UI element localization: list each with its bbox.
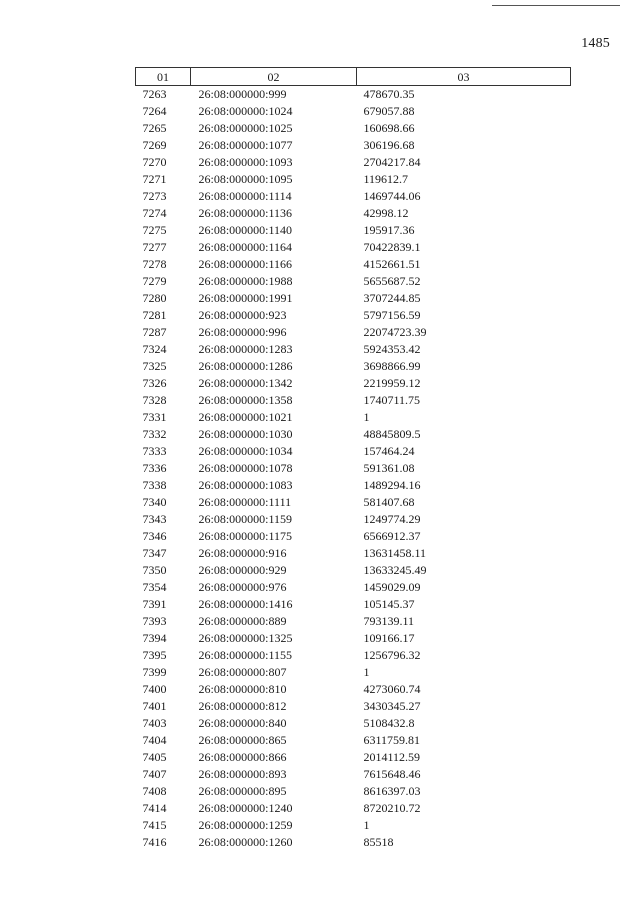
cell-03: 5108432.8: [363, 716, 415, 730]
cell-02: 26:08:000000:1175: [198, 529, 293, 543]
cell-03: 1489294.16: [363, 478, 421, 492]
table-row: [136, 426, 571, 443]
cell-03: 591361.08: [363, 461, 415, 475]
cell-02: 26:08:000000:893: [198, 767, 287, 781]
cell-03: 8720210.72: [363, 801, 421, 815]
table-row: [136, 528, 571, 545]
cell-01: 7279: [142, 274, 167, 288]
cell-02: 26:08:000000:1159: [198, 512, 293, 526]
cell-03: 1: [363, 818, 370, 832]
cell-01: 7273: [142, 189, 167, 203]
table-row: [136, 273, 571, 290]
cell-01: 7350: [142, 563, 167, 577]
cell-03: 157464.24: [363, 444, 415, 458]
cell-01: 7395: [142, 648, 167, 662]
cell-03: 5655687.52: [363, 274, 421, 288]
table-body: [136, 86, 571, 852]
cell-01: 7280: [142, 291, 167, 305]
cell-01: 7275: [142, 223, 167, 237]
cell-01: 7271: [142, 172, 167, 186]
cell-03: 160698.66: [363, 121, 415, 135]
cell-02: 26:08:000000:1030: [198, 427, 293, 441]
table-row: [136, 86, 571, 104]
cell-03: 7615648.46: [363, 767, 421, 781]
cell-02: 26:08:000000:812: [198, 699, 287, 713]
cell-02: 26:08:000000:1114: [198, 189, 292, 203]
data-table: [135, 67, 571, 851]
cell-02: 26:08:000000:889: [198, 614, 287, 628]
cell-01: 7401: [142, 699, 167, 713]
cell-01: 7265: [142, 121, 167, 135]
table-row: [136, 511, 571, 528]
table-row: [136, 256, 571, 273]
cell-02: 26:08:000000:1260: [198, 835, 293, 849]
table-row: [136, 579, 571, 596]
cell-02: 26:08:000000:1286: [198, 359, 293, 373]
cell-02: 26:08:000000:810: [198, 682, 287, 696]
table-row: [136, 732, 571, 749]
cell-02: 26:08:000000:1166: [198, 257, 293, 271]
cell-02: 26:08:000000:916: [198, 546, 287, 560]
table-row: [136, 715, 571, 732]
table-row: [136, 341, 571, 358]
cell-02: 26:08:000000:1077: [198, 138, 293, 152]
cell-02: 26:08:000000:1358: [198, 393, 293, 407]
table-row: [136, 392, 571, 409]
column-header-03: 03: [357, 68, 571, 86]
cell-02: 26:08:000000:976: [198, 580, 287, 594]
cell-02: 26:08:000000:1155: [198, 648, 293, 662]
cell-01: 7347: [142, 546, 167, 560]
table-row: [136, 154, 571, 171]
cell-02: 26:08:000000:865: [198, 733, 287, 747]
page-number: 1485: [581, 36, 610, 51]
cell-01: 7340: [142, 495, 167, 509]
cell-03: 1459029.09: [363, 580, 421, 594]
cell-01: 7414: [142, 801, 167, 815]
cell-01: 7277: [142, 240, 167, 254]
table-row: [136, 188, 571, 205]
table-row: [136, 443, 571, 460]
cell-01: 7391: [142, 597, 167, 611]
cell-03: 6566912.37: [363, 529, 421, 543]
cell-03: 1249774.29: [363, 512, 421, 526]
cell-03: 105145.37: [363, 597, 415, 611]
cell-01: 7331: [142, 410, 167, 424]
cell-01: 7338: [142, 478, 167, 492]
cell-01: 7403: [142, 716, 167, 730]
cell-03: 13633245.49: [363, 563, 427, 577]
cell-03: 3707244.85: [363, 291, 421, 305]
cell-02: 26:08:000000:1136: [198, 206, 293, 220]
header-rule: [492, 5, 620, 6]
cell-03: 478670.35: [363, 87, 415, 101]
table-row: [136, 664, 571, 681]
table-row: [136, 477, 571, 494]
table-row: [136, 239, 571, 256]
cell-03: 42998.12: [363, 206, 409, 220]
table-row: [136, 613, 571, 630]
cell-02: 26:08:000000:1025: [198, 121, 293, 135]
cell-03: 6311759.81: [363, 733, 421, 747]
table-row: [136, 817, 571, 834]
cell-02: 26:08:000000:1034: [198, 444, 293, 458]
cell-02: 26:08:000000:1991: [198, 291, 293, 305]
cell-01: 7281: [142, 308, 167, 322]
cell-03: 4152661.51: [363, 257, 421, 271]
table-row: [136, 562, 571, 579]
cell-03: 8616397.03: [363, 784, 421, 798]
cell-03: 5797156.59: [363, 308, 421, 322]
cell-02: 26:08:000000:1078: [198, 461, 293, 475]
table-row: [136, 766, 571, 783]
cell-01: 7269: [142, 138, 167, 152]
table-row: [136, 681, 571, 698]
table-row: [136, 307, 571, 324]
cell-02: 26:08:000000:923: [198, 308, 287, 322]
table-row: [136, 409, 571, 426]
cell-02: 26:08:000000:1259: [198, 818, 293, 832]
table-row: [136, 290, 571, 307]
cell-01: 7400: [142, 682, 167, 696]
cell-03: 119612.7: [363, 172, 409, 186]
cell-02: 26:08:000000:1416: [198, 597, 293, 611]
cell-01: 7287: [142, 325, 167, 339]
cell-01: 7343: [142, 512, 167, 526]
cell-02: 26:08:000000:895: [198, 784, 287, 798]
table-row: [136, 460, 571, 477]
cell-01: 7332: [142, 427, 167, 441]
cell-01: 7336: [142, 461, 167, 475]
cell-01: 7393: [142, 614, 167, 628]
table-row: [136, 494, 571, 511]
cell-01: 7326: [142, 376, 167, 390]
cell-01: 7354: [142, 580, 167, 594]
cell-02: 26:08:000000:999: [198, 87, 287, 101]
cell-02: 26:08:000000:1325: [198, 631, 293, 645]
cell-01: 7270: [142, 155, 167, 169]
cell-03: 1256796.32: [363, 648, 421, 662]
table-row: [136, 324, 571, 341]
cell-02: 26:08:000000:840: [198, 716, 287, 730]
cell-03: 3698866.99: [363, 359, 421, 373]
cell-03: 22074723.39: [363, 325, 427, 339]
cell-01: 7264: [142, 104, 167, 118]
table-row: [136, 783, 571, 800]
cell-01: 7325: [142, 359, 167, 373]
cell-01: 7394: [142, 631, 167, 645]
table-row: [136, 120, 571, 137]
cell-02: 26:08:000000:996: [198, 325, 287, 339]
cell-01: 7405: [142, 750, 167, 764]
cell-02: 26:08:000000:1024: [198, 104, 293, 118]
cell-03: 2014112.59: [363, 750, 421, 764]
cell-01: 7274: [142, 206, 167, 220]
cell-03: 13631458.11: [363, 546, 427, 560]
cell-03: 1: [363, 410, 370, 424]
cell-02: 26:08:000000:1095: [198, 172, 293, 186]
cell-03: 5924353.42: [363, 342, 421, 356]
cell-03: 581407.68: [363, 495, 415, 509]
table-row: [136, 222, 571, 239]
cell-02: 26:08:000000:1093: [198, 155, 293, 169]
cell-01: 7346: [142, 529, 167, 543]
cell-03: 85518: [363, 835, 394, 849]
table-header: [136, 68, 571, 86]
table-row: [136, 834, 571, 851]
cell-03: 1740711.75: [363, 393, 421, 407]
cell-02: 26:08:000000:1111: [198, 495, 292, 509]
column-header-01: 01: [136, 68, 191, 86]
cell-03: 4273060.74: [363, 682, 421, 696]
cell-03: 195917.36: [363, 223, 415, 237]
cell-01: 7416: [142, 835, 167, 849]
cell-03: 3430345.27: [363, 699, 421, 713]
column-header-02: 02: [191, 68, 357, 86]
table-row: [136, 800, 571, 817]
cell-02: 26:08:000000:929: [198, 563, 287, 577]
cell-01: 7278: [142, 257, 167, 271]
cell-01: 7324: [142, 342, 167, 356]
table-row: [136, 103, 571, 120]
cell-01: 7407: [142, 767, 167, 781]
cell-02: 26:08:000000:1988: [198, 274, 293, 288]
cell-01: 7399: [142, 665, 167, 679]
table-row: [136, 171, 571, 188]
table-row: [136, 205, 571, 222]
table-row: [136, 545, 571, 562]
table-row: [136, 630, 571, 647]
cell-02: 26:08:000000:1164: [198, 240, 293, 254]
table-row: [136, 375, 571, 392]
table-row: [136, 698, 571, 715]
cell-03: 1: [363, 665, 370, 679]
cell-03: 679057.88: [363, 104, 415, 118]
cell-02: 26:08:000000:1140: [198, 223, 293, 237]
cell-03: 2219959.12: [363, 376, 421, 390]
table-row: [136, 358, 571, 375]
cell-01: 7328: [142, 393, 167, 407]
cell-01: 7333: [142, 444, 167, 458]
cell-03: 2704217.84: [363, 155, 421, 169]
cell-01: 7263: [142, 87, 167, 101]
cell-03: 306196.68: [363, 138, 415, 152]
cell-01: 7415: [142, 818, 167, 832]
table-row: [136, 647, 571, 664]
cell-01: 7404: [142, 733, 167, 747]
cell-03: 793139.11: [363, 614, 415, 628]
cell-03: 48845809.5: [363, 427, 421, 441]
table-row: [136, 137, 571, 154]
cell-03: 109166.17: [363, 631, 415, 645]
cell-02: 26:08:000000:1342: [198, 376, 293, 390]
table-row: [136, 596, 571, 613]
cell-03: 70422839.1: [363, 240, 421, 254]
cell-02: 26:08:000000:1283: [198, 342, 293, 356]
cell-02: 26:08:000000:807: [198, 665, 287, 679]
cell-02: 26:08:000000:1083: [198, 478, 293, 492]
table-row: [136, 749, 571, 766]
cell-02: 26:08:000000:1021: [198, 410, 293, 424]
cell-02: 26:08:000000:1240: [198, 801, 293, 815]
cell-02: 26:08:000000:866: [198, 750, 287, 764]
cell-03: 1469744.06: [363, 189, 421, 203]
cell-01: 7408: [142, 784, 167, 798]
